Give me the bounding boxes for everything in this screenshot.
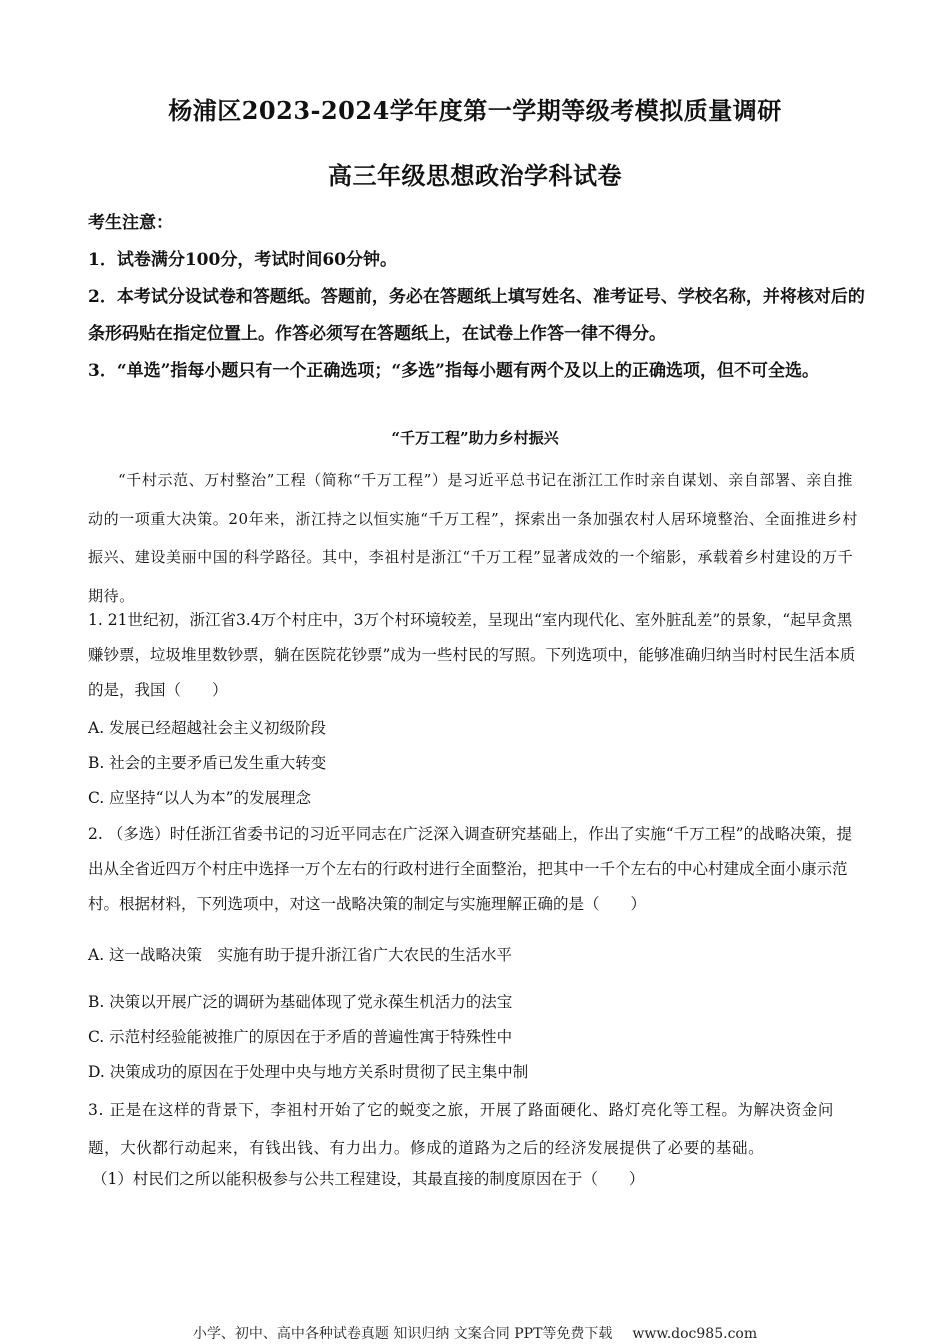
question-2-option-b: B. 决策以开展广泛的调研为基础体现了党永葆生机活力的法宝 — [88, 993, 513, 1011]
question-2-option-a: A. 这一战略决策 实施有助于提升浙江省广大农民的生活水平 — [88, 946, 513, 964]
question-1-option-a: A. 发展已经超越社会主义初级阶段 — [88, 719, 327, 737]
question-1-option-b: B. 社会的主要矛盾已发生重大转变 — [88, 754, 327, 772]
question-3-sub-1: （1）村民们之所以能积极参与公共工程建设，其最直接的制度原因在于（ ） — [92, 1170, 645, 1188]
notice-item-3: 3．“单选”指每小题只有一个正确选项；“多选”指每小题有两个及以上的正确选项，但不可全选。 — [88, 361, 819, 381]
question-3-stem: 3. 正是在这样的背景下，李祖村开始了它的蜕变之旅，开展了路面硬化、路灯亮化等工程。为解决资金问题，大伙都行动起来，有钱出钱、有力出力。修成的道路为之后的经济发展提供了必要的基础。 — [88, 1101, 835, 1157]
page-footer — [0, 1323, 950, 1343]
section-title: “千万工程”助力乡村振兴 — [391, 429, 559, 447]
question-2-option-d: D. 决策成功的原因在于处理中央与地方关系时贯彻了民主集中制 — [88, 1063, 529, 1081]
notice-heading: 考生注意： — [88, 213, 173, 233]
notice-item-1: 1．试卷满分100分，考试时间60分钟。 — [88, 250, 397, 270]
notice-item-2: 2．本考试分设试卷和答题纸。答题前，务必在答题纸上填写姓名、准考证号、学校名称，并将核对后的条形码贴在指定位置上。作答必须写在答题纸上，在试卷上作答一律不得分。 — [88, 287, 865, 344]
footer-text: 小学、初中、高中各种试卷真题 知识归纳 文案合同 PPT等免费下载 — [192, 1326, 613, 1342]
section-passage: “千村示范、万村整治”工程（简称“千万工程”）是习近平总书记在浙江工作时亲自谋划、亲自部署、亲自推动的一项重大决策。20年来，浙江持之以恒实施“千万工程”，探索出一条加强农村人居环境整治、全面推进乡村振兴、建设美丽中国的科学路径。其中，李祖村是浙江“千万工程”显著成效的一个缩影，承载着乡村建设的万千期待。 — [88, 471, 859, 605]
exam-title: 杨浦区2023-2024学年度第一学期等级考模拟质量调研 — [168, 96, 782, 125]
question-2-stem: 2. （多选）时任浙江省委书记的习近平同志在广泛深入调查研究基础上，作出了实施“千万工程”的战略决策，提出从全省近四万个村庄中选择一万个左右的行政村进行全面整治，把其中一千个左右的中心村建成全面小康示范村。根据材料，下列选项中，对这一战略决策的制定与实施理解正确的是（ ） — [88, 825, 853, 913]
exam-subtitle: 高三年级思想政治学科试卷 — [328, 161, 622, 190]
notice-block — [88, 205, 866, 390]
question-1-stem: 1. 21世纪初，浙江省3.4万个村庄中，3万个村环境较差，呈现出“室内现代化、室外脏乱差”的景象，“起早贪黑赚钞票，垃圾堆里数钞票，躺在医院花钞票”成为一些村民的写照。下列选项中，能够准确归纳当时村民生活本质的是，我国（ ） — [88, 611, 856, 699]
footer-url[interactable]: www.doc985.com — [632, 1326, 758, 1342]
question-1-option-c: C. 应坚持“以人为本”的发展理念 — [88, 789, 312, 807]
question-2-option-c: C. 示范村经验能被推广的原因在于矛盾的普遍性寓于特殊性中 — [88, 1028, 513, 1046]
